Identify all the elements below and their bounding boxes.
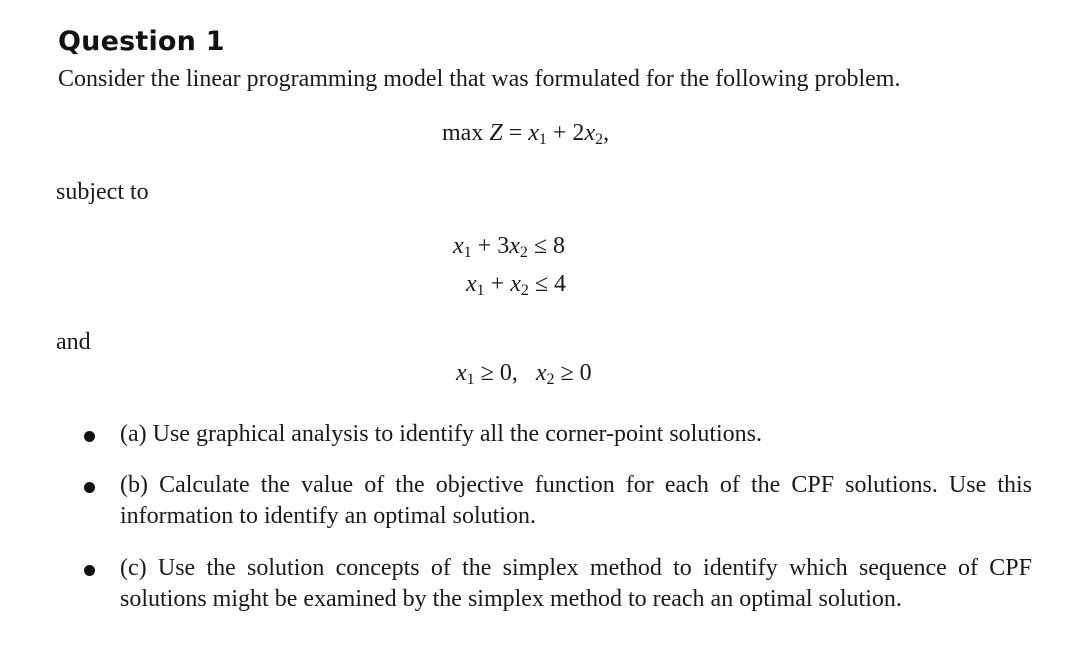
var-z: Z (489, 120, 503, 146)
sub-2: 2 (546, 371, 555, 388)
question-title: Question 1 (58, 26, 225, 57)
var-x2: x (535, 360, 547, 386)
bullet-icon (84, 431, 95, 442)
max-label: max (442, 120, 484, 146)
sub-2: 2 (520, 282, 529, 299)
and-label: and (56, 329, 91, 355)
part-c: (c) Use the solution concepts of the simplex method to identify which sequence of CPF solutions might be examined by the simplex method to reach an optimal solution. (120, 555, 1032, 612)
sub-1: 1 (476, 282, 485, 299)
var-x2: x (584, 120, 596, 146)
bullet-icon (84, 565, 95, 576)
nonnegativity-constraints (456, 360, 592, 389)
sub-1: 1 (466, 371, 475, 388)
bullet-icon (84, 482, 95, 493)
constraint-1 (453, 233, 565, 262)
var-x1: x (528, 120, 539, 146)
sub-2: 2 (519, 244, 528, 261)
var-x2: x (509, 233, 520, 259)
le-eight: ≤ 8 (527, 233, 566, 259)
var-x1: x (466, 271, 477, 297)
eq-sign: = (502, 120, 529, 146)
sub-1: 1 (463, 244, 472, 261)
var-x1: x (456, 360, 467, 386)
constraint-2 (466, 271, 566, 300)
plus-three: + 3 (471, 233, 510, 259)
intro-text: Consider the linear programming model that was formulated for the following problem. (58, 66, 901, 92)
objective-comma: , (603, 120, 610, 146)
plus: + (484, 271, 511, 297)
objective-function (442, 120, 609, 149)
plus-two: + 2 (546, 120, 585, 146)
part-b: (b) Calculate the value of the objective function for each of the CPF solutions. Use this information to identify an optimal solution. (120, 472, 1032, 529)
var-x1: x (453, 233, 464, 259)
subject-to-label: subject to (56, 179, 149, 205)
le-four: ≤ 4 (528, 271, 567, 297)
part-a: (a) Use graphical analysis to identify all the corner-point solutions. (120, 421, 763, 447)
var-x2: x (510, 271, 521, 297)
sub-2: 2 (595, 131, 604, 148)
ge-zero-1: ≥ 0, (474, 360, 536, 386)
sub-1: 1 (538, 131, 547, 148)
ge-zero-2: ≥ 0 (554, 360, 592, 386)
